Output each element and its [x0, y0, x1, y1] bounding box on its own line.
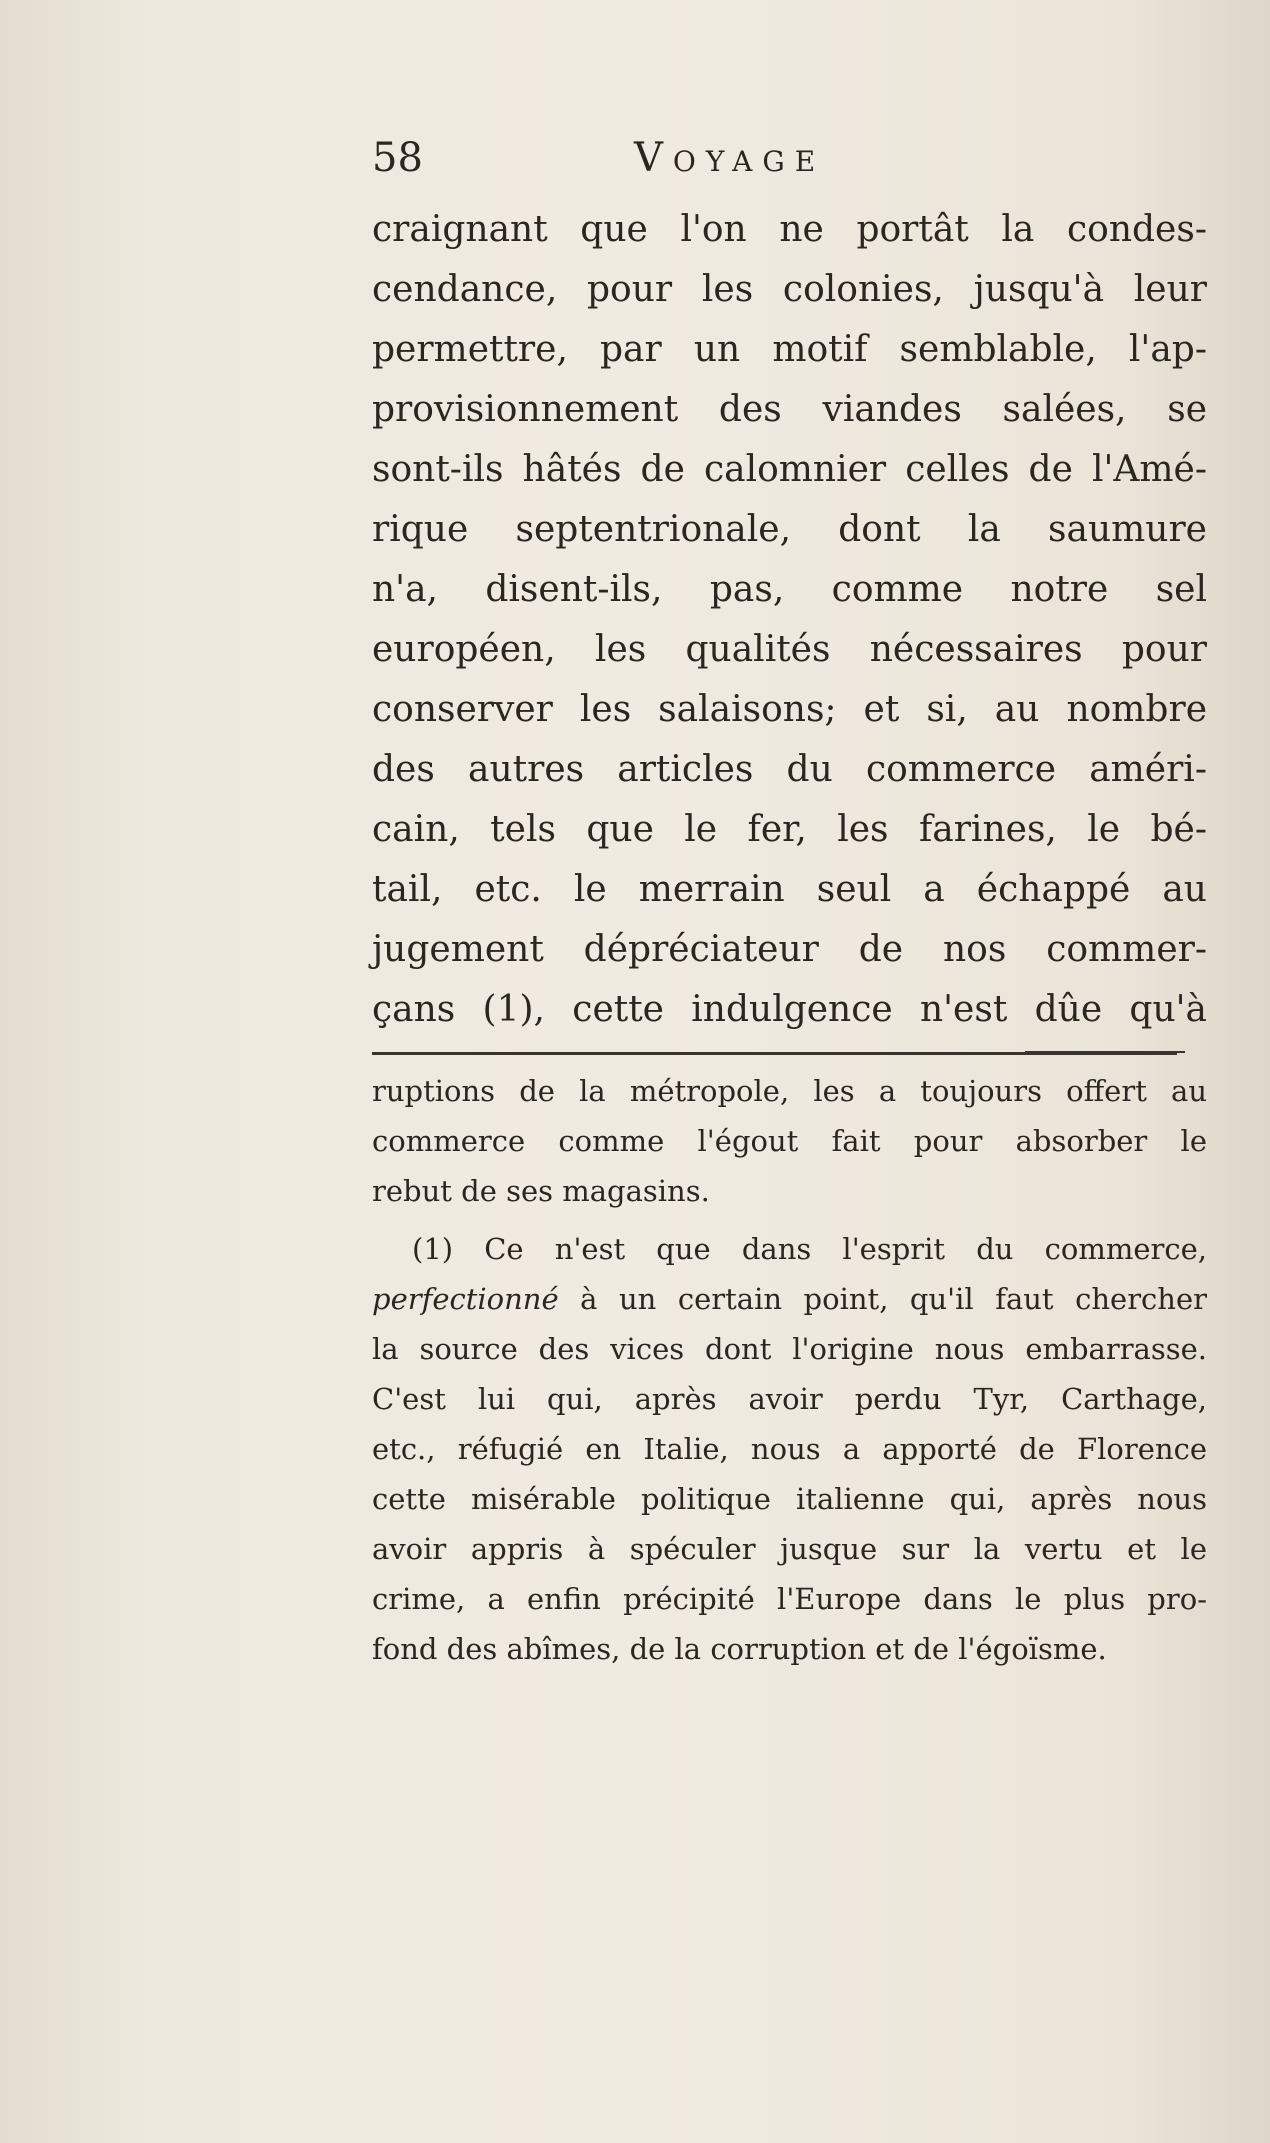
footnote-1-line: cette misérable politique italienne qui, après nous [372, 1482, 1207, 1516]
page-number: 58 [372, 135, 423, 181]
footnote-1-line: C'est lui qui, après avoir perdu Tyr, Carthage, [372, 1382, 1207, 1416]
footnote-1-line: avoir appris à spéculer jusque sur la vertu et le [372, 1532, 1207, 1566]
footnote-line: rebut de ses magasins. [372, 1174, 710, 1208]
text-line: jugement dépréciateur de nos commer- [372, 929, 1207, 970]
text-line: cendance, pour les colonies, jusqu'à leur [372, 269, 1207, 310]
text-line: provisionnement des viandes salées, se [372, 389, 1207, 430]
footnote-line: ruptions de la métropole, les a toujours offert au [372, 1074, 1207, 1108]
footnote-1-line-rest: à un certain point, qu'il faut chercher [558, 1282, 1207, 1316]
text-line: cain, tels que le fer, les farines, le bé- [372, 809, 1207, 850]
text-line: n'a, disent-ils, pas, comme notre sel [372, 569, 1207, 610]
text-line: craignant que l'on ne portât la condes- [372, 209, 1207, 250]
footnote-gap [372, 1216, 1207, 1224]
text-line: sont-ils hâtés de calomnier celles de l'Amé- [372, 449, 1207, 490]
text-line: rique septentrionale, dont la saumure [372, 509, 1207, 550]
main-text-block [372, 200, 1207, 1040]
text-line: conserver les salaisons; et si, au nombre [372, 689, 1207, 730]
running-title: Voyage [634, 135, 826, 181]
text-line: des autres articles du commerce améri- [372, 749, 1207, 790]
footnote-1-line [372, 1274, 1207, 1324]
footnote-1-line: la source des vices dont l'origine nous embarrasse. [372, 1332, 1207, 1366]
page-header [372, 128, 1192, 188]
italic-word: perfectionné [372, 1282, 559, 1316]
footnote-1-line: crime, a enfin précipité l'Europe dans le plus pro- [372, 1582, 1207, 1616]
text-line: çans (1), cette indulgence n'est dûe qu'à [372, 989, 1207, 1030]
footnote-separator-rule [372, 1052, 1177, 1055]
footnote-1-line: fond des abîmes, de la corruption et de l'égoïsme. [372, 1632, 1107, 1666]
text-line: européen, les qualités nécessaires pour [372, 629, 1207, 670]
text-line: tail, etc. le merrain seul a échappé au [372, 869, 1207, 910]
text-line: permettre, par un motif semblable, l'ap- [372, 329, 1207, 370]
footnote-1-line: etc., réfugié en Italie, nous a apporté de Florence [372, 1432, 1207, 1466]
footnote-line: commerce comme l'égout fait pour absorber le [372, 1124, 1207, 1158]
footnote-1-first-line: (1) Ce n'est que dans l'esprit du commerce, [412, 1232, 1207, 1266]
footnotes-block [372, 1066, 1207, 1674]
